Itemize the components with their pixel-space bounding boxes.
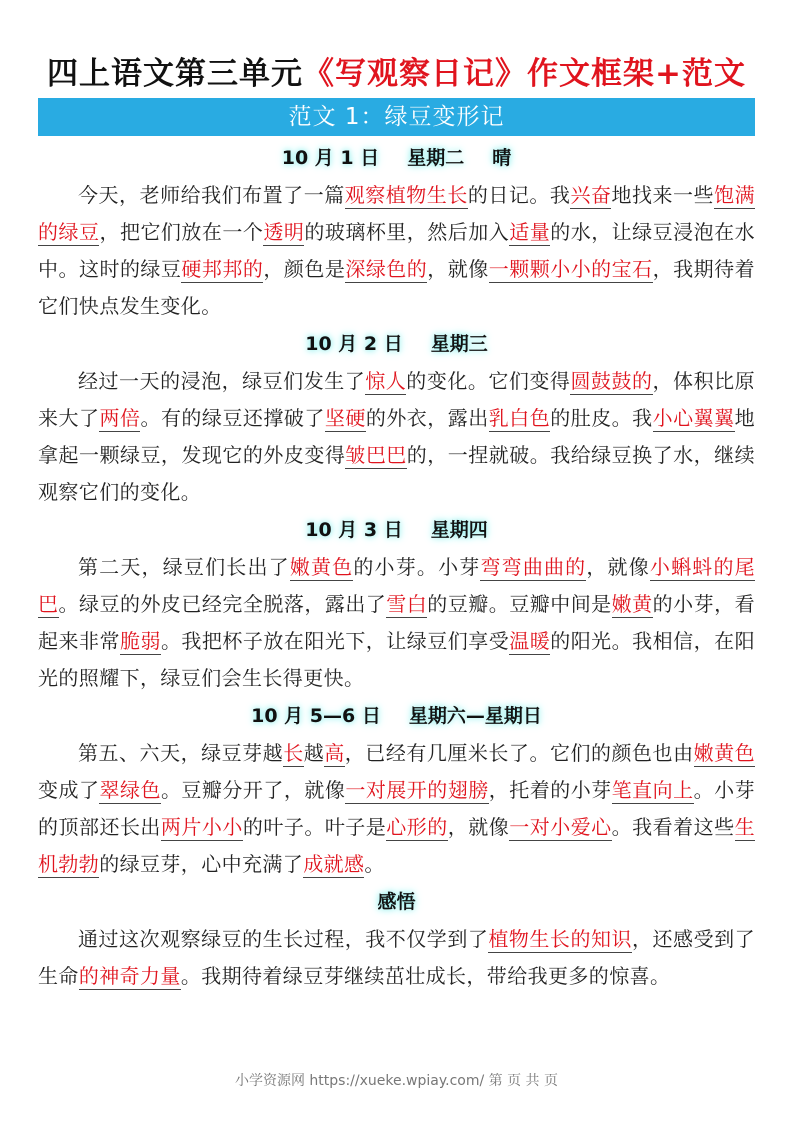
- date-part: 感悟: [377, 891, 416, 913]
- highlighted-phrase: 嫩黄色: [693, 741, 756, 765]
- paragraph-text: 的小芽。小芽: [353, 555, 481, 579]
- highlighted-phrase: 雪白: [386, 592, 428, 616]
- highlighted-phrase: 弯弯曲曲的: [480, 555, 587, 579]
- paragraph-text: 第二天，绿豆们长出了: [78, 555, 290, 579]
- diary-date-heading: [38, 139, 755, 177]
- diary-paragraph: [38, 735, 755, 883]
- paragraph-text: 。绿豆的外皮已经完全脱落，露出了: [58, 592, 387, 616]
- highlighted-phrase: 乳白色: [488, 406, 551, 430]
- paragraph-text: 地拿起一颗绿豆，发现它的外皮变得: [38, 406, 756, 467]
- paragraph-text: 第五、六天，绿豆芽越: [78, 741, 284, 765]
- highlighted-phrase: 嫩黄: [611, 592, 653, 616]
- highlighted-phrase: 笔直向上: [611, 778, 694, 802]
- date-part: 星期四: [430, 519, 488, 541]
- paragraph-text: ，把它们放在一个: [99, 220, 264, 244]
- diary-paragraph: [38, 549, 755, 697]
- date-part: 10 月 3 日: [305, 519, 403, 541]
- diary-paragraph: [38, 921, 755, 995]
- highlighted-phrase: 心形的: [386, 815, 448, 839]
- paragraph-text: ，就像: [586, 555, 650, 579]
- paragraph-text: 的水，让绿豆浸泡在水中。这时的绿豆: [38, 220, 756, 281]
- highlighted-phrase: 观察植物生长: [344, 183, 468, 207]
- paragraph-text: 的小芽，看起来非常: [38, 592, 756, 653]
- highlighted-phrase: 温暖: [509, 629, 551, 653]
- highlighted-phrase: 植物生长的知识: [488, 927, 633, 951]
- paragraph-text: 。有的绿豆还撑破了: [140, 406, 325, 430]
- date-part: 10 月 5—6 日: [251, 705, 381, 727]
- title-part-2: 《写观察日记》作文框架+范文: [303, 56, 746, 92]
- date-part: 10 月 1 日: [281, 147, 380, 169]
- paragraph-text: 的叶子。叶子是: [242, 815, 387, 839]
- date-part: 晴: [492, 147, 512, 169]
- paragraph-text: 的变化。它们变得: [406, 369, 571, 393]
- paragraph-text: 。豆瓣分开了，就像: [160, 778, 346, 802]
- paragraph-text: ，体积比原来大了: [38, 369, 756, 430]
- paragraph-text: 。小芽的顶部还长出: [38, 778, 755, 839]
- diary-date-heading: [38, 511, 755, 549]
- paragraph-text: 的外衣，露出: [365, 406, 489, 430]
- highlighted-phrase: 的神奇力量: [78, 964, 181, 988]
- date-part: 星期二: [407, 147, 465, 169]
- paragraph-text: 的，一捏就破。我给绿豆换了水，继续观察它们的变化。: [38, 443, 756, 504]
- diary-date-heading: [38, 325, 755, 363]
- date-part: 10 月 2 日: [305, 333, 403, 355]
- title-part-1: 四上语文第三单元: [47, 56, 303, 92]
- paragraph-text: 的肚皮。我: [550, 406, 653, 430]
- highlighted-phrase: 饱满的绿豆: [38, 183, 755, 244]
- paragraph-text: ，我期待着它们快点发生变化。: [38, 257, 756, 318]
- highlighted-phrase: 两片小小: [160, 815, 243, 839]
- highlighted-phrase: 嫩黄色: [289, 555, 354, 579]
- highlighted-phrase: 皱巴巴: [345, 443, 407, 467]
- paragraph-text: 的日记。我: [467, 183, 571, 207]
- highlighted-phrase: 坚硬: [324, 406, 366, 430]
- paragraph-text: 变成了: [38, 778, 100, 802]
- page-footer: 小学资源网 https://xueke.wpiay.com/ 第 页 共 页: [234, 1073, 559, 1089]
- essay-body: [38, 139, 755, 995]
- highlighted-phrase: 小心翼翼: [652, 406, 735, 430]
- paragraph-text: 。: [364, 852, 385, 876]
- paragraph-text: 的玻璃杯里，然后加入: [304, 220, 510, 244]
- highlighted-phrase: 深绿色的: [345, 257, 428, 281]
- highlighted-phrase: 小蝌蚪的尾巴: [38, 555, 756, 616]
- paragraph-text: 通过这次观察绿豆的生长过程，我不仅学到了: [78, 927, 489, 951]
- highlighted-phrase: 成就感: [303, 852, 365, 876]
- highlighted-phrase: 脆弱: [119, 629, 161, 653]
- diary-paragraph: [38, 363, 755, 511]
- paragraph-text: 。我期待着绿豆芽继续茁壮成长，带给我更多的惊喜。: [180, 964, 671, 988]
- diary-date-heading: [38, 697, 755, 735]
- date-part: 星期三: [430, 333, 488, 355]
- highlighted-phrase: 两倍: [99, 406, 141, 430]
- paragraph-text: ，还感受到了生命: [38, 927, 756, 988]
- paragraph-text: 的阳光。我相信，在阳光的照耀下，绿豆们会生长得更快。: [38, 629, 755, 690]
- paragraph-text: 的绿豆芽，心中充满了: [99, 852, 304, 876]
- paragraph-text: 的豆瓣。豆瓣中间是: [427, 592, 612, 616]
- paragraph-text: ，就像: [427, 257, 489, 281]
- paragraph-text: ，已经有几厘米长了。它们的颜色也由: [344, 741, 694, 765]
- paragraph-text: 今天，老师给我们布置了一篇: [78, 183, 345, 207]
- essay-banner: 范文 1：绿豆变形记: [38, 98, 755, 136]
- highlighted-phrase: 翠绿色: [99, 778, 161, 802]
- highlighted-phrase: 长: [283, 741, 304, 765]
- paragraph-text: ，颜色是: [263, 257, 346, 281]
- highlighted-phrase: 一对小爱心: [509, 815, 612, 839]
- highlighted-phrase: 高: [324, 741, 345, 765]
- highlighted-phrase: 圆鼓鼓的: [570, 369, 653, 393]
- paragraph-text: 。我看着这些: [611, 815, 735, 839]
- highlighted-phrase: 硬邦邦的: [181, 257, 264, 281]
- paragraph-text: ，就像: [447, 815, 510, 839]
- paragraph-text: 地找来一些: [611, 183, 715, 207]
- date-part: 星期六—星期日: [408, 705, 542, 727]
- highlighted-phrase: 透明: [263, 220, 305, 244]
- highlighted-phrase: 生机勃勃: [38, 815, 755, 876]
- diary-paragraph: [38, 177, 755, 325]
- highlighted-phrase: 一对展开的翅膀: [345, 778, 489, 802]
- page-title: [0, 48, 793, 93]
- highlighted-phrase: 兴奋: [570, 183, 612, 207]
- highlighted-phrase: 适量: [509, 220, 551, 244]
- paragraph-text: 经过一天的浸泡，绿豆们发生了: [78, 369, 366, 393]
- paragraph-text: 越: [303, 741, 325, 765]
- highlighted-phrase: 一颗颗小小的宝石: [488, 257, 653, 281]
- highlighted-phrase: 惊人: [365, 369, 407, 393]
- reflection-heading: [38, 883, 755, 921]
- paragraph-text: 。我把杯子放在阳光下，让绿豆们享受: [160, 629, 510, 653]
- paragraph-text: ，托着的小芽: [488, 778, 612, 802]
